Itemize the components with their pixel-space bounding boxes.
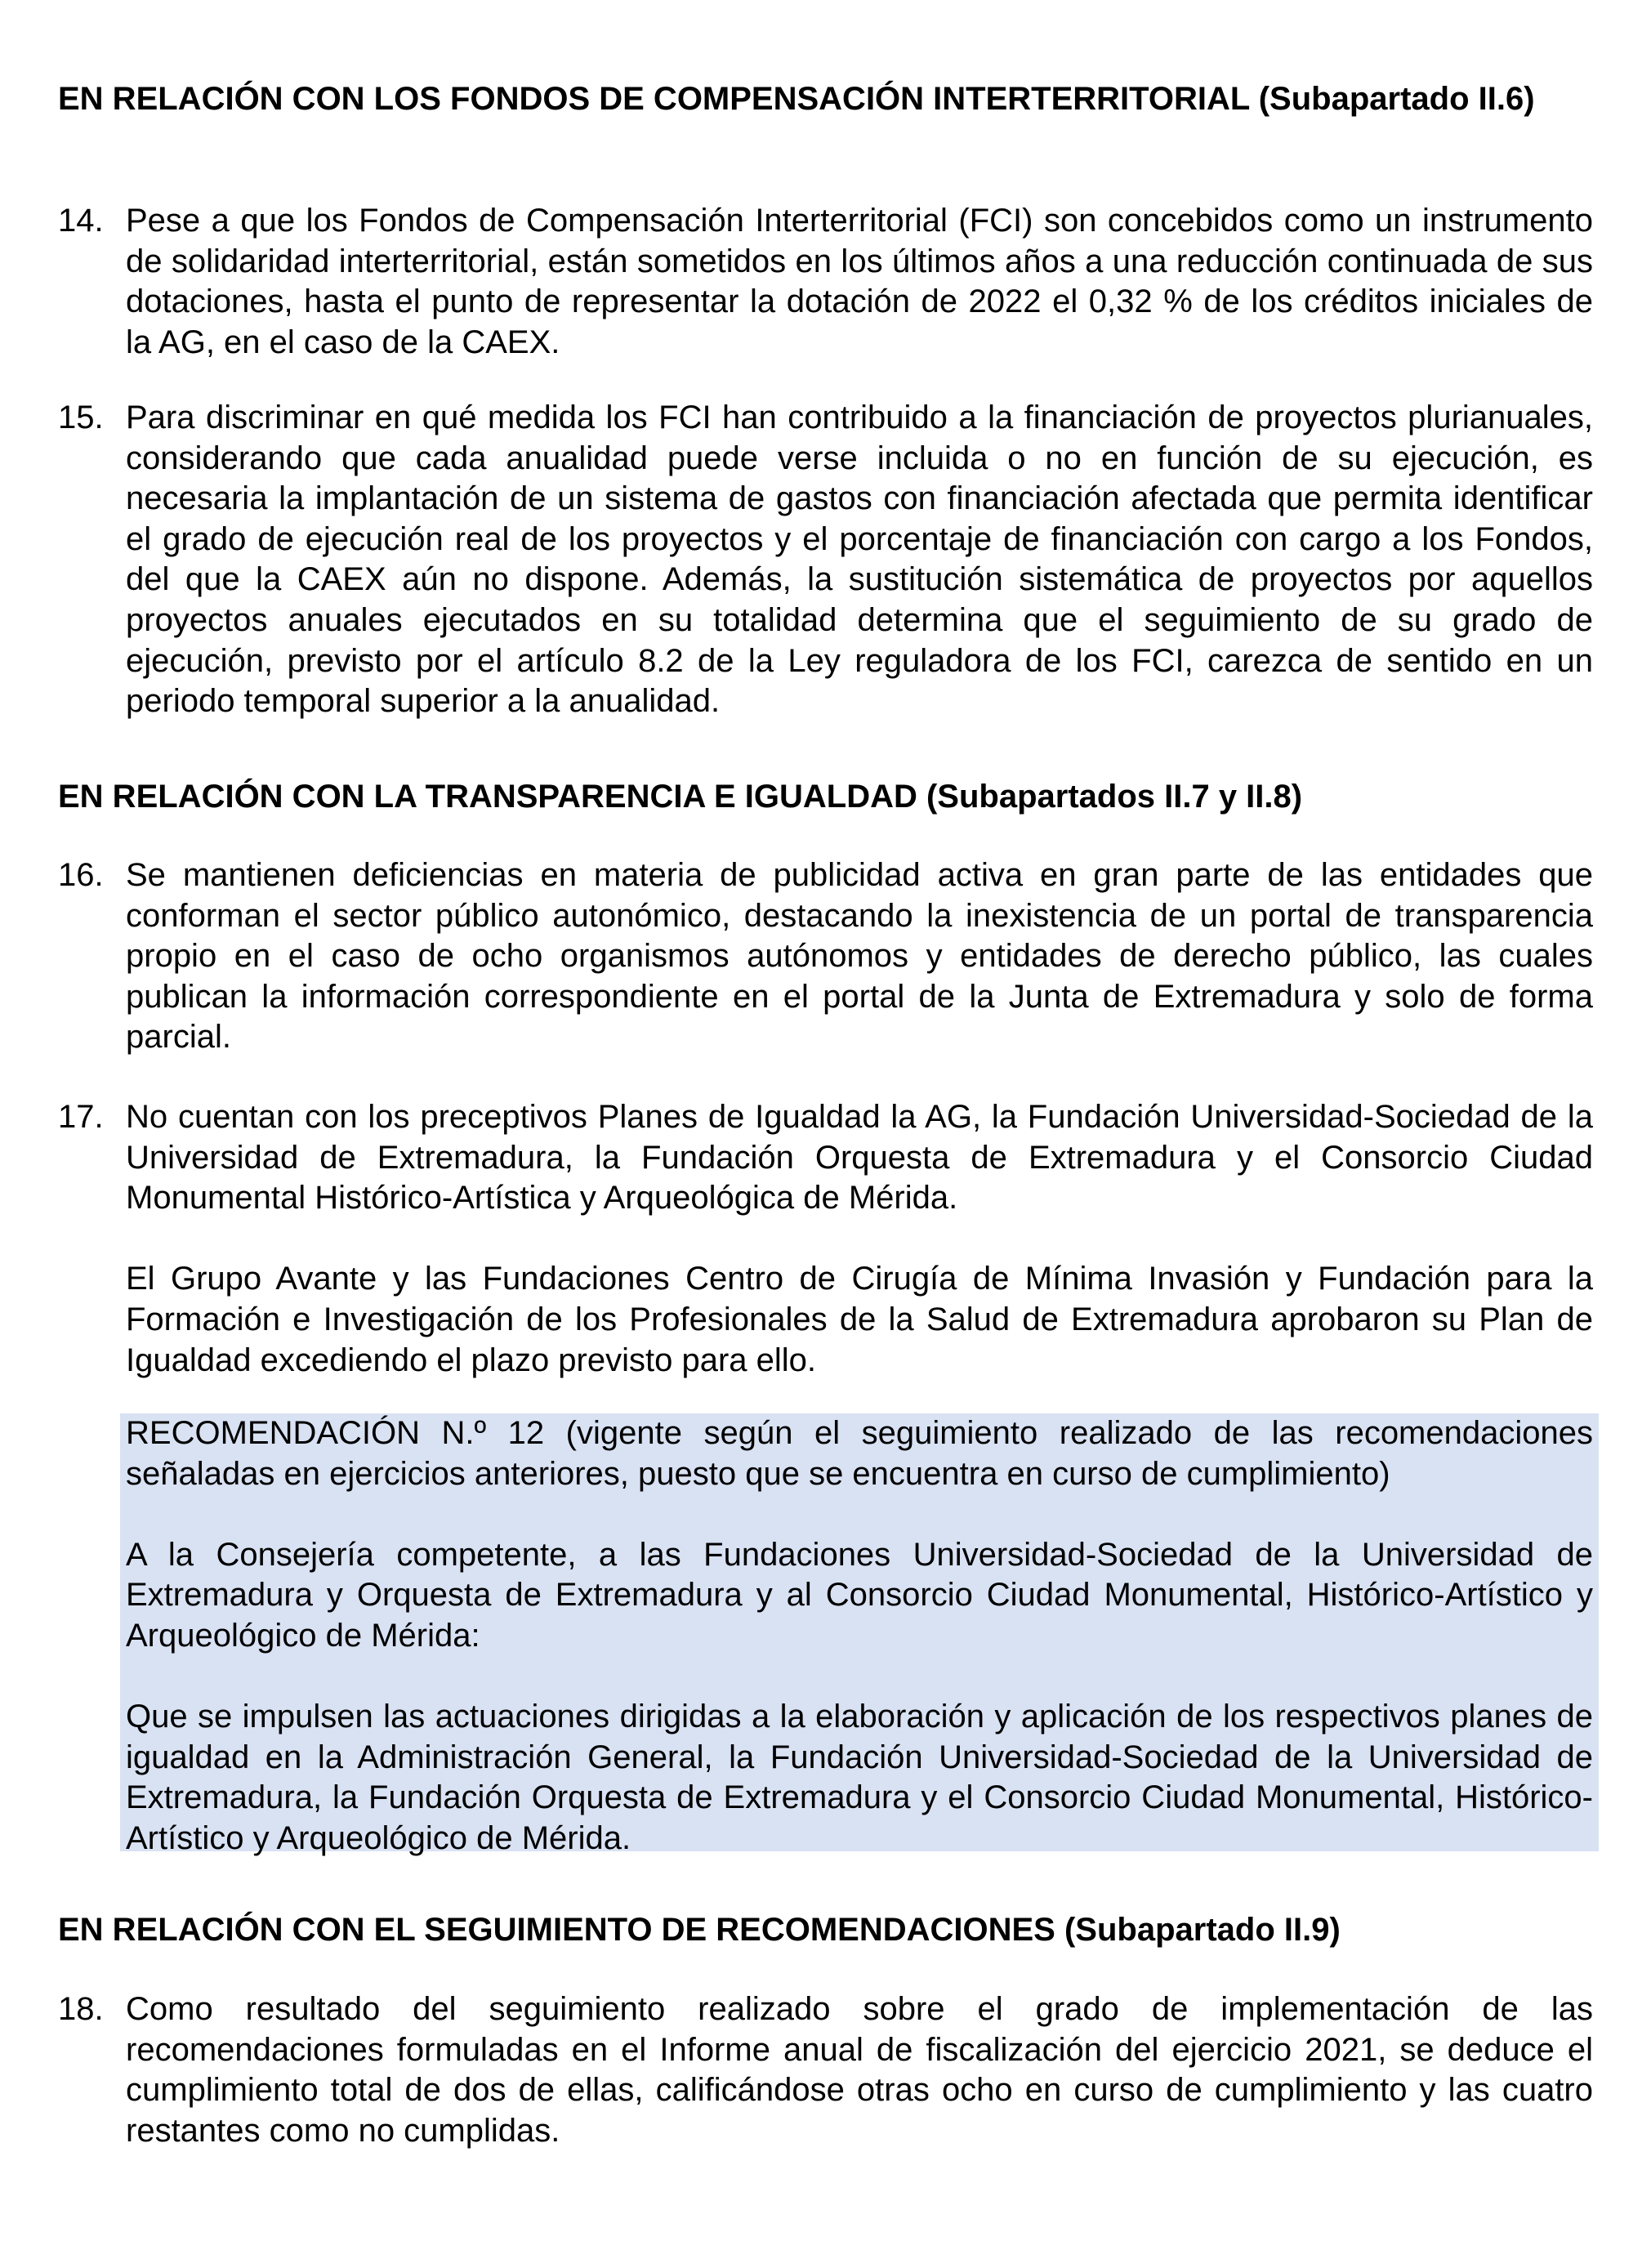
list-item-16	[58, 855, 1593, 1058]
item-number: 18.	[58, 1991, 104, 2027]
item-text: No cuentan con los preceptivos Planes de Igualdad la AG, la Fundación Universidad-Sociedad de la Universidad de Extremadura, la Fundación Orquesta de Extremadura y el Consorcio Ciudad Monumental Histórico-Artística y Arqueológica de Mérida.	[126, 1099, 1593, 1217]
recommendation-addressee: A la Consejería competente, a las Fundaciones Universidad-Sociedad de la Universidad de Extremadura y Orquesta de Extremadura y al Consorcio Ciudad Monumental, Histórico-Artístico y Arqueológico de Mérida:	[126, 1536, 1593, 1654]
list-item-18	[58, 1989, 1593, 2151]
item-text: Como resultado del seguimiento realizado sobre el grado de implementación de las recomendaciones formuladas en el Informe anual de fiscalización del ejercicio 2021, se deduce el cumplimiento total de dos de ellas, calificándose otras ocho en curso de cumplimiento y las cuatro restantes como no cumplidas.	[126, 1991, 1593, 2149]
item-number: 15.	[58, 400, 104, 435]
list-item-14	[58, 201, 1593, 363]
section-heading-seguimiento: EN RELACIÓN CON EL SEGUIMIENTO DE RECOMENDACIONES (Subapartado II.9)	[58, 1912, 1341, 1948]
item-extra-text: El Grupo Avante y las Fundaciones Centro de Cirugía de Mínima Invasión y Fundación para la Formación e Investigación de los Profesionales de la Salud de Extremadura aprobaron su Plan de Igualdad excediendo el plazo previsto para ello.	[126, 1261, 1593, 1378]
item-text: Para discriminar en qué medida los FCI han contribuido a la financiación de proyectos plurianuales, considerando que cada anualidad puede verse incluida o no en función de su ejecución, es necesaria la implantación de un sistema de gastos con financiación afectada que permita identificar el grado de ejecución real de los proyectos y el porcentaje de financiación con cargo a los Fondos, del que la CAEX aún no dispone. Además, la sustitución sistemática de proyectos por aquellos proyectos anuales ejecutados en su totalidad determina que el seguimiento de su grado de ejecución, previsto por el artículo 8.2 de la Ley reguladora de los FCI, carezca de sentido en un periodo temporal superior a la anualidad.	[126, 400, 1593, 720]
item-text: Pese a que los Fondos de Compensación Interterritorial (FCI) son concebidos como un instrumento de solidaridad interterritorial, están sometidos en los últimos años a una reducción continuada de sus dotaciones, hasta el punto de representar la dotación de 2022 el 0,32 % de los créditos iniciales de la AG, en el caso de la CAEX.	[126, 203, 1593, 360]
list-item-15	[58, 398, 1593, 722]
item-number: 14.	[58, 203, 104, 239]
section-heading-fci: EN RELACIÓN CON LOS FONDOS DE COMPENSACIÓN INTERTERRITORIAL (Subapartado II.6)	[58, 81, 1535, 117]
recommendation-title: RECOMENDACIÓN N.º 12 (vigente según el seguimiento realizado de las recomendaciones señaladas en ejercicios anteriores, puesto que se encuentra en curso de cumplimiento)	[126, 1415, 1593, 1492]
item-number: 16.	[58, 857, 104, 893]
section-heading-transparencia: EN RELACIÓN CON LA TRANSPARENCIA E IGUALDAD (Subapartados II.7 y II.8)	[58, 779, 1303, 815]
list-item-17	[58, 1097, 1593, 1381]
recommendation-body: Que se impulsen las actuaciones dirigidas a la elaboración y aplicación de los respectivos planes de igualdad en la Administración General, la Fundación Universidad-Sociedad de la Universidad de Extremadura, la Fundación Orquesta de Extremadura y el Consorcio Ciudad Monumental, Histórico-Artístico y Arqueológico de Mérida.	[126, 1699, 1593, 1856]
item-text: Se mantienen deficiencias en materia de publicidad activa en gran parte de las entidades que conforman el sector público autonómico, destacando la inexistencia de un portal de transparencia propio en el caso de ocho organismos autónomos y entidades de derecho público, las cuales publican la información correspondiente en el portal de la Junta de Extremadura y solo de forma parcial.	[126, 857, 1593, 1056]
item-number: 17.	[58, 1099, 104, 1135]
recommendation-box	[120, 1413, 1599, 1856]
